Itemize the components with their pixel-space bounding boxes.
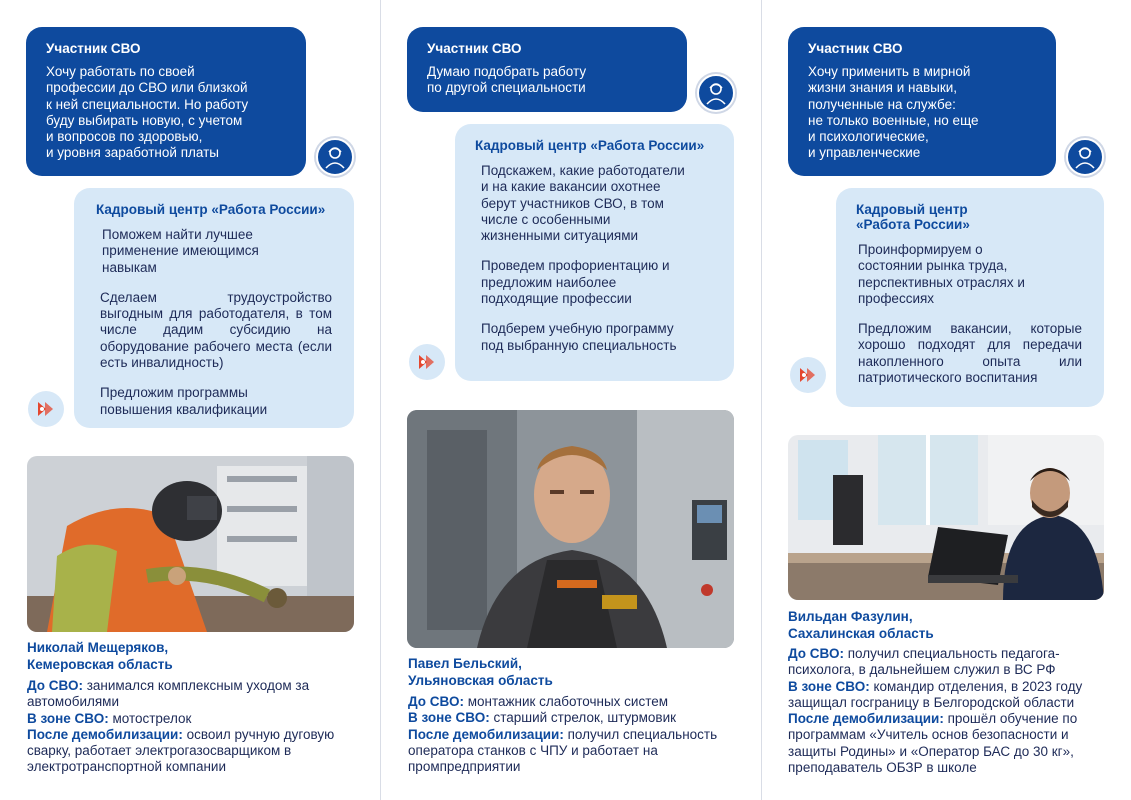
bio-during-text: командир отделения, в 2023 году защищал госграницу в Белгородской области <box>788 678 1083 710</box>
rabota-rossii-logo-icon <box>790 357 826 393</box>
person-name: Павел Бельский, Ульяновская область <box>408 656 553 688</box>
participant-text: Хочу работать по своей профессии до СВО или близкой к ней специальности. Но работу буду выбирать новую, с учетом и вопросов по здоровью, и уровня заработной платы <box>46 64 249 161</box>
bio-before-text: монтажник слаботочных систем <box>463 694 669 709</box>
bio-during-label: В зоне СВО: <box>408 710 490 726</box>
bio-after-text: прошёл обучение по программам «Учитель основ безопасности и защиты Родины» и «Оператор БАС до 30 кг», преподаватель ОБЗР в школе <box>788 711 1078 776</box>
center-para: Предложим вакансии, которые хорошо подходят для передачи накопленного опыта или патриотического воспитания <box>858 321 1082 386</box>
bio-before-label: До СВО: <box>408 694 464 709</box>
participant-text: Хочу применить в мирной жизни знания и навыки, полученные на службе: не только военные, но еще и психологические, и управленческие <box>808 64 979 161</box>
bio-after-text: получил специальность оператора станков с ЧПУ и работает на промпредприятии <box>408 726 718 775</box>
participant-bubble <box>26 27 306 176</box>
photo-machine-operator <box>407 410 734 648</box>
participant-bubble <box>788 27 1056 176</box>
soldier-icon <box>1066 138 1104 176</box>
column-divider <box>380 0 381 800</box>
bio-before-text: получил специальность педагога-психолога, в дальнейшем служил в ВС РФ <box>788 646 1060 678</box>
center-bubble <box>836 188 1104 407</box>
bio-after-label: После демобилизации: <box>788 711 944 727</box>
center-para: Проинформируем о состоянии рынка труда, перспективных отраслях и профессиях <box>858 242 1025 306</box>
center-bubble <box>74 188 354 428</box>
center-para: Поможем найти лучшее применение имеющимся навыкам <box>102 227 259 275</box>
center-para: Подскажем, какие работодатели и на какие вакансии охотнее берут участников СВО, в том числе с особенными жизненными ситуациями <box>481 163 685 244</box>
photo-teacher <box>788 435 1104 600</box>
center-para: Подберем учебную программу под выбранную специальность <box>481 321 677 353</box>
center-label: Кадровый центр «Работа России» <box>856 202 970 232</box>
person-bio <box>408 694 738 775</box>
bio-after-label: После демобилизации: <box>408 726 564 742</box>
bio-during-label: В зоне СВО: <box>27 710 109 726</box>
bio-before-text: занимался комплексным уходом за автомобилями <box>27 678 310 710</box>
bio-after-text: освоил ручную дуговую сварку, работает электрогазосварщиком в электротранспортной компании <box>27 726 335 775</box>
center-para: Проведем профориентацию и предложим наиболее подходящие профессии <box>481 258 670 307</box>
person-name: Вильдан Фазулин, Сахалинская область <box>788 609 934 641</box>
column-divider <box>761 0 762 800</box>
bio-before-label: До СВО: <box>27 678 83 693</box>
rabota-rossii-logo-icon <box>409 344 445 380</box>
participant-bubble <box>407 27 687 112</box>
participant-label: Участник СВО <box>46 41 141 56</box>
bio-after-label: После демобилизации: <box>27 726 183 742</box>
center-label: Кадровый центр «Работа России» <box>96 202 326 217</box>
bio-during-text: мотострелок <box>108 710 192 726</box>
bio-before-label: До СВО: <box>788 646 844 661</box>
center-para: Предложим программы повышения квалификации <box>100 385 268 417</box>
bio-during-text: старший стрелок, штурмовик <box>489 710 677 726</box>
rabota-rossii-logo-icon <box>28 391 64 427</box>
soldier-icon <box>316 138 354 176</box>
photo-welder <box>27 456 354 632</box>
bio-during-label: В зоне СВО: <box>788 678 870 694</box>
center-para: Сделаем трудоустройство выгодным для работодателя, в том числе дадим субсидию на оборудование рабочего места (если есть инвалидность) <box>100 289 332 371</box>
person-name: Николай Мещеряков, Кемеровская область <box>27 640 173 672</box>
person-bio <box>788 646 1110 776</box>
soldier-icon <box>697 74 735 112</box>
participant-label: Участник СВО <box>427 41 522 56</box>
center-bubble <box>455 124 734 381</box>
participant-text: Думаю подобрать работу по другой специальности <box>427 64 587 96</box>
center-label: Кадровый центр «Работа России» <box>475 138 705 153</box>
participant-label: Участник СВО <box>808 41 903 56</box>
person-bio <box>27 678 357 776</box>
